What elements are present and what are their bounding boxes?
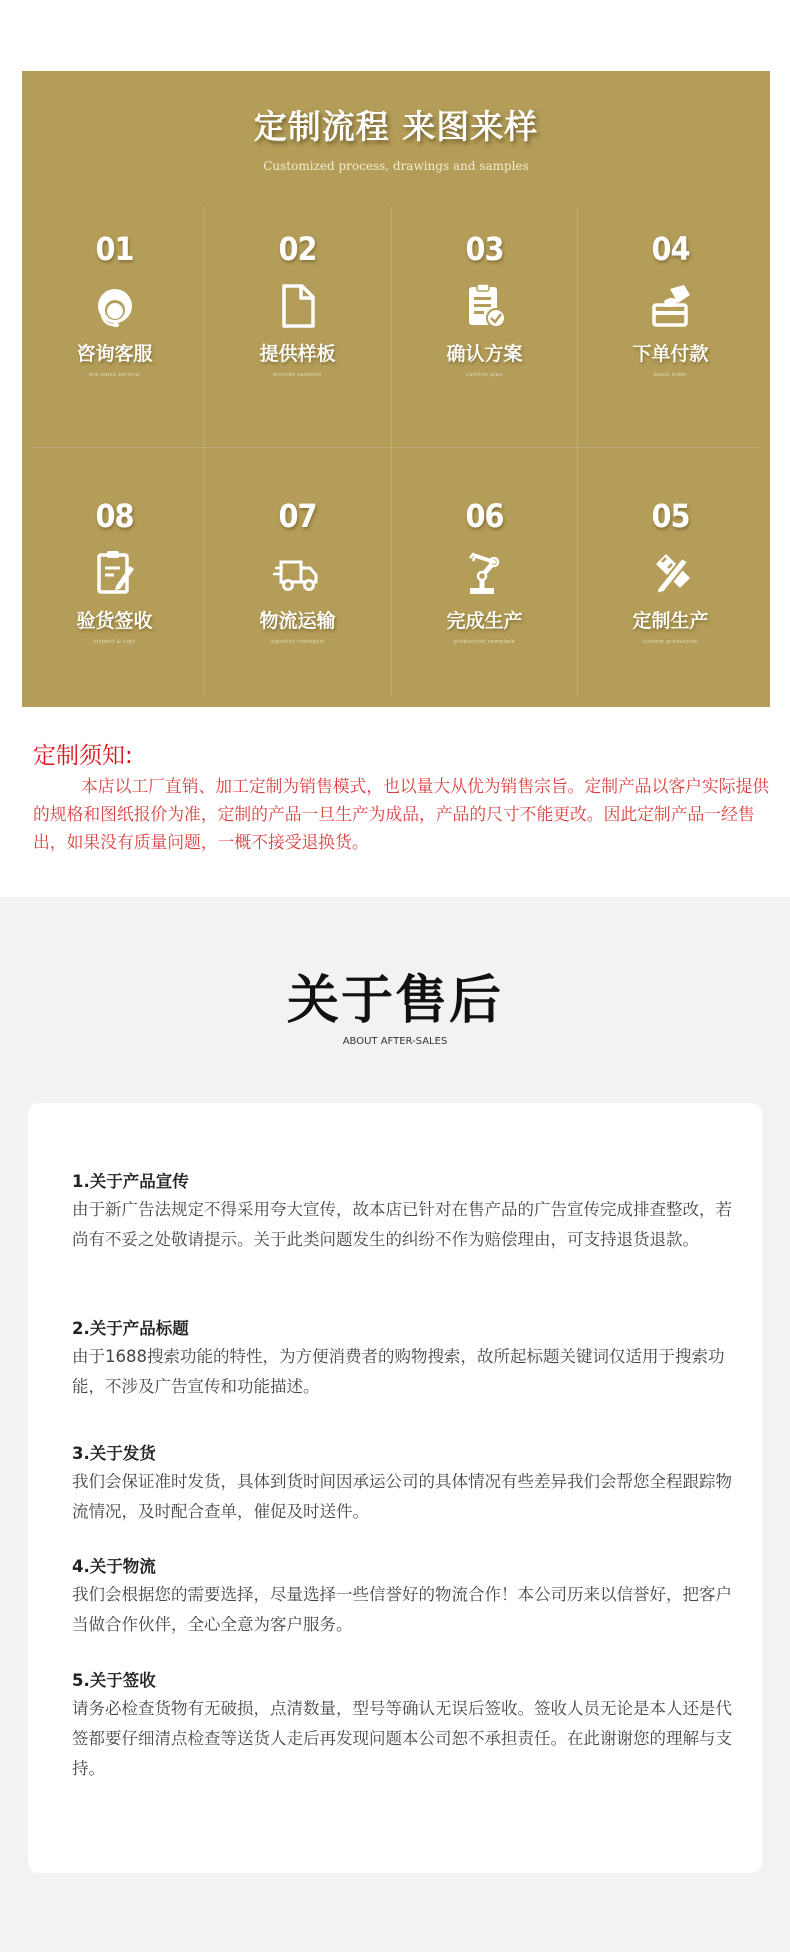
process-step-consult <box>22 229 207 378</box>
payment-icon <box>646 281 696 331</box>
policy-body: 由于新广告法规定不得采用夸大宣传，故本店已针对在售产品的广告宣传完成排查整改，若尚有不妥之处敬请提示。关于此类问题发生的纠纷不作为赔偿理由，可支持退货退款。 <box>72 1200 732 1249</box>
step-number: 02 <box>278 230 317 268</box>
process-step-confirm <box>392 229 577 378</box>
step-label: 确认方案 <box>446 343 523 365</box>
step-number: 06 <box>465 497 504 535</box>
notice-text: 本店以工厂直销、加工定制为销售模式，也以量大从优为销售宗旨。定制产品以客户实际提供的规格和图纸报价为准，定制的产品一旦生产为成品，产品的尺寸不能更改。因此定制产品一经售出，如果没有质量问题，一概不接受退换货。 <box>33 776 770 852</box>
policy-body: 我们会保证准时发货，具体到货时间因承运公司的具体情况有些差异我们会帮您全程跟踪物流情况，及时配合查单，催促及时送件。 <box>72 1472 732 1521</box>
policy-title: 3.关于发货 <box>72 1444 156 1463</box>
step-sublabel: provide samples <box>273 372 322 378</box>
process-step-custom-production <box>578 496 763 645</box>
step-label: 完成生产 <box>446 610 523 632</box>
step-number: 08 <box>95 497 134 535</box>
policy-body: 请务必检查货物有无破损，点清数量，型号等确认无误后签收。签收人员无论是本人还是代签都要仔细清点检查等送货人走后再发现问题本公司恕不承担责任。在此谢谢您的理解与支持。 <box>72 1699 732 1778</box>
notice-title: 定制须知: <box>33 743 133 769</box>
policy-item-shipping <box>72 1442 732 1527</box>
policy-item-title <box>72 1317 732 1402</box>
process-step-payment <box>578 229 763 378</box>
after-sales-subtitle: ABOUT AFTER-SALES <box>342 1036 448 1047</box>
step-sublabel: place order <box>653 372 688 378</box>
truck-icon <box>273 548 323 598</box>
document-icon <box>273 281 323 331</box>
sign-off-icon <box>90 548 140 598</box>
step-label: 下单付款 <box>632 343 709 365</box>
step-sublabel: confirm plan <box>465 372 504 378</box>
process-step-production-done <box>392 496 577 645</box>
process-panel <box>22 71 770 707</box>
policy-item-signoff <box>72 1669 732 1784</box>
policy-item-logistics <box>72 1555 732 1640</box>
step-sublabel: production complete <box>453 639 516 645</box>
step-label: 定制生产 <box>632 610 709 632</box>
step-label: 咨询客服 <box>76 343 153 365</box>
policy-title: 2.关于产品标题 <box>72 1319 189 1338</box>
robot-arm-icon <box>460 548 510 598</box>
tools-icon <box>646 548 696 598</box>
policy-body: 由于1688搜索功能的特性，为方便消费者的购物搜索，故所起标题关键词仅适用于搜索功能，不涉及广告宣传和功能描述。 <box>72 1347 725 1396</box>
step-sublabel: inspect & sign <box>93 639 136 645</box>
customer-service-icon <box>90 281 140 331</box>
policy-title: 1.关于产品宣传 <box>72 1172 189 1191</box>
step-label: 物流运输 <box>259 610 336 632</box>
step-number: 05 <box>651 497 690 535</box>
process-subtitle: Customized process, drawings and samples <box>263 159 529 173</box>
step-number: 04 <box>651 230 690 268</box>
grid-divider <box>30 447 762 448</box>
after-sales-title: 关于售后 <box>286 971 503 1031</box>
step-label: 验货签收 <box>76 610 153 632</box>
clipboard-check-icon <box>460 281 510 331</box>
step-number: 03 <box>465 230 504 268</box>
process-title: 定制流程 来图来样 <box>253 107 539 146</box>
policy-body: 我们会根据您的需要选择，尽量选择一些信誉好的物流合作！本公司历来以信誉好，把客户当做合作伙伴，全心全意为客户服务。 <box>72 1585 732 1634</box>
step-sublabel: logistics transport <box>270 639 325 645</box>
policy-item-promotion <box>72 1170 732 1255</box>
process-step-inspect <box>22 496 207 645</box>
process-step-samples <box>205 229 390 378</box>
policy-title: 5.关于签收 <box>72 1671 156 1690</box>
policy-title: 4.关于物流 <box>72 1557 156 1576</box>
notice-body <box>33 772 773 856</box>
step-sublabel: custom production <box>642 639 699 645</box>
step-number: 07 <box>278 497 317 535</box>
step-sublabel: pre-sales service <box>89 372 140 378</box>
step-label: 提供样板 <box>259 343 336 365</box>
step-number: 01 <box>95 230 134 268</box>
process-step-logistics <box>205 496 390 645</box>
